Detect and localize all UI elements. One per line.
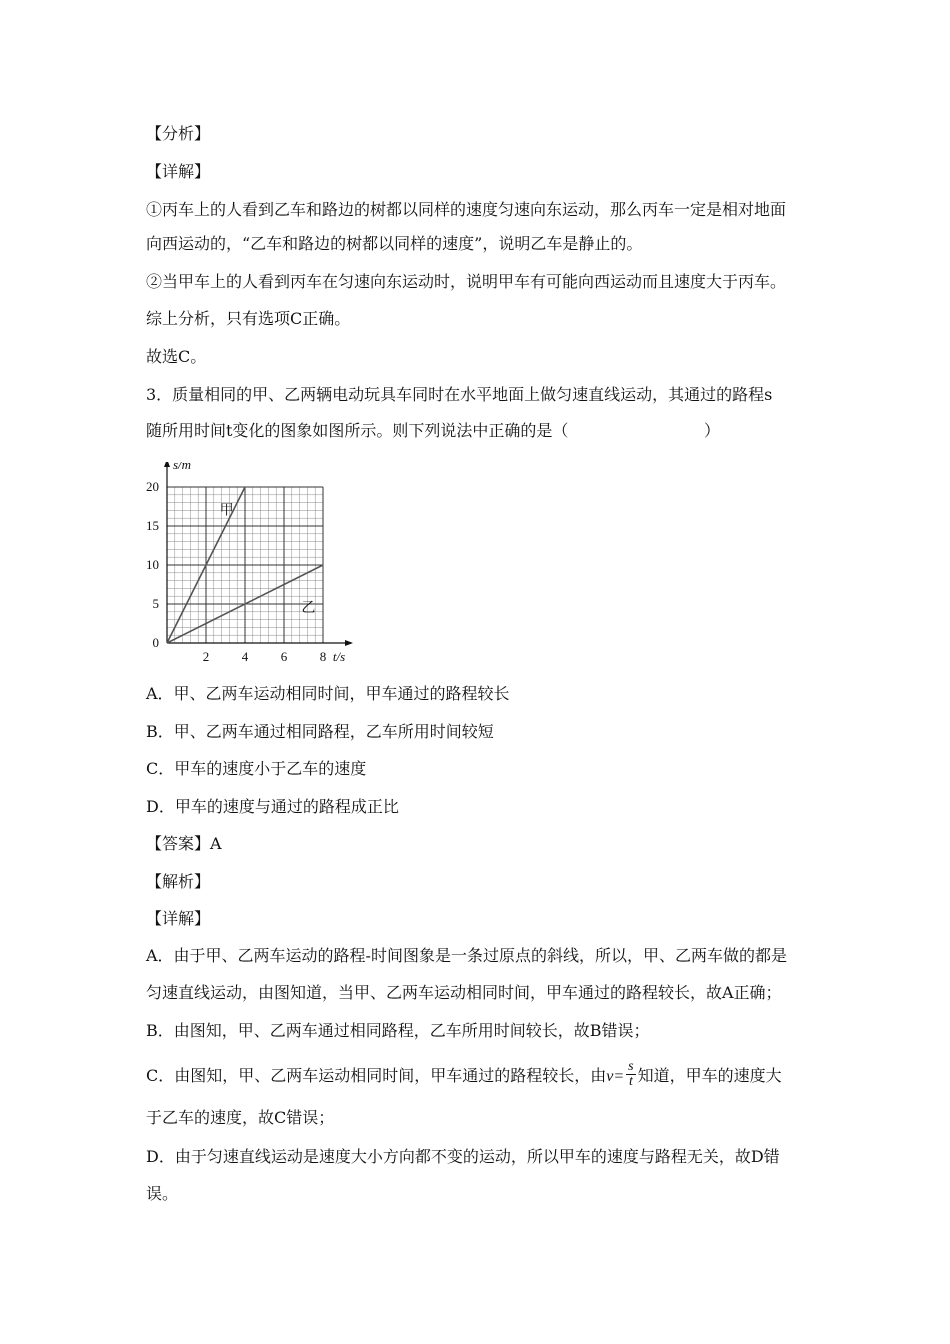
chart-axes — [164, 462, 353, 646]
x-tick-label: 4 — [241, 649, 249, 664]
text-line: ①丙车上的人看到乙车和路边的树都以同样的速度匀速向东运动，那么丙车一定是相对地面 — [146, 200, 787, 219]
text-line: 综上分析，只有选项C正确。 — [146, 309, 351, 328]
detail-heading-1: 【详解】 — [146, 162, 211, 181]
origin-label: 0 — [152, 635, 159, 650]
analysis-heading-2: 【解析】 — [146, 872, 211, 891]
x-tick-label: 2 — [202, 649, 210, 664]
x-axis-arrow — [345, 640, 353, 646]
option-d: D．甲车的速度与通过的路程成正比 — [146, 797, 399, 816]
formula-numerator: s — [628, 1059, 634, 1074]
option-c: C．甲车的速度小于乙车的速度 — [146, 759, 367, 778]
x-tick-label: 6 — [280, 649, 288, 664]
formula-fraction — [626, 1060, 635, 1089]
explanation-c-line1 — [146, 1059, 782, 1091]
explanation-a-line2: 匀速直线运动，由图知道，当甲、乙两车运动相同时间，甲车通过的路程较长，故A正确； — [146, 983, 782, 1002]
explanation-c-line2: 于乙车的速度，故C错误； — [146, 1108, 335, 1127]
series-label-yi: 乙 — [301, 600, 316, 616]
text-line: 故选C。 — [146, 347, 207, 366]
question-paren-close: ） — [704, 421, 721, 440]
text-line: 向西运动的，“乙车和路边的树都以同样的速度”，说明乙车是静止的。 — [146, 234, 643, 253]
formula-eq: = — [613, 1068, 625, 1085]
explanation-c-text-end: 知道，甲车的速度大 — [637, 1066, 782, 1085]
y-axis-label: s/m — [173, 462, 192, 472]
y-tick-label: 20 — [146, 479, 159, 494]
explanation-c-text: C．由图知，甲、乙两车运动相同时间，甲车通过的路程较长，由 — [146, 1066, 607, 1085]
explanation-d-line2: 误。 — [146, 1184, 179, 1203]
question-text: 3．质量相同的甲、乙两辆电动玩具车同时在水平地面上做匀速直线运动，其通过的路程s — [146, 385, 773, 404]
formula-v: v — [606, 1068, 614, 1085]
y-axis-arrow — [164, 462, 170, 467]
y-tick-label: 10 — [146, 557, 159, 572]
x-axis-label: t/s — [332, 649, 346, 664]
explanation-d-line1: D．由于匀速直线运动是速度大小方向都不变的运动，所以甲车的速度与路程无关，故D错 — [146, 1147, 780, 1166]
series-label-jia: 甲 — [219, 503, 234, 519]
y-tick-label: 5 — [152, 596, 159, 611]
explanation-a-line1: A．由于甲、乙两车运动的路程-时间图象是一条过原点的斜线，所以，甲、乙两车做的都是 — [146, 946, 787, 965]
y-tick-label: 15 — [146, 518, 159, 533]
option-a: A．甲、乙两车运动相同时间，甲车通过的路程较长 — [146, 684, 510, 703]
question-text: 随所用时间t变化的图象如图所示。则下列说法中正确的是（ — [146, 421, 569, 440]
detail-heading-2: 【详解】 — [146, 909, 211, 928]
text-line: ②当甲车上的人看到丙车在匀速向东运动时，说明甲车有可能向西运动而且速度大于丙车。 — [146, 272, 787, 291]
formula-denominator: t — [628, 1074, 633, 1089]
analysis-heading-1: 【分析】 — [146, 124, 211, 143]
s-t-chart — [138, 462, 358, 672]
explanation-b: B．由图知，甲、乙两车通过相同路程，乙车所用时间较长，故B错误； — [146, 1021, 650, 1040]
answer-line: 【答案】A — [146, 834, 222, 853]
x-tick-label: 8 — [319, 649, 327, 664]
option-b: B．甲、乙两车通过相同路程，乙车所用时间较短 — [146, 722, 494, 741]
